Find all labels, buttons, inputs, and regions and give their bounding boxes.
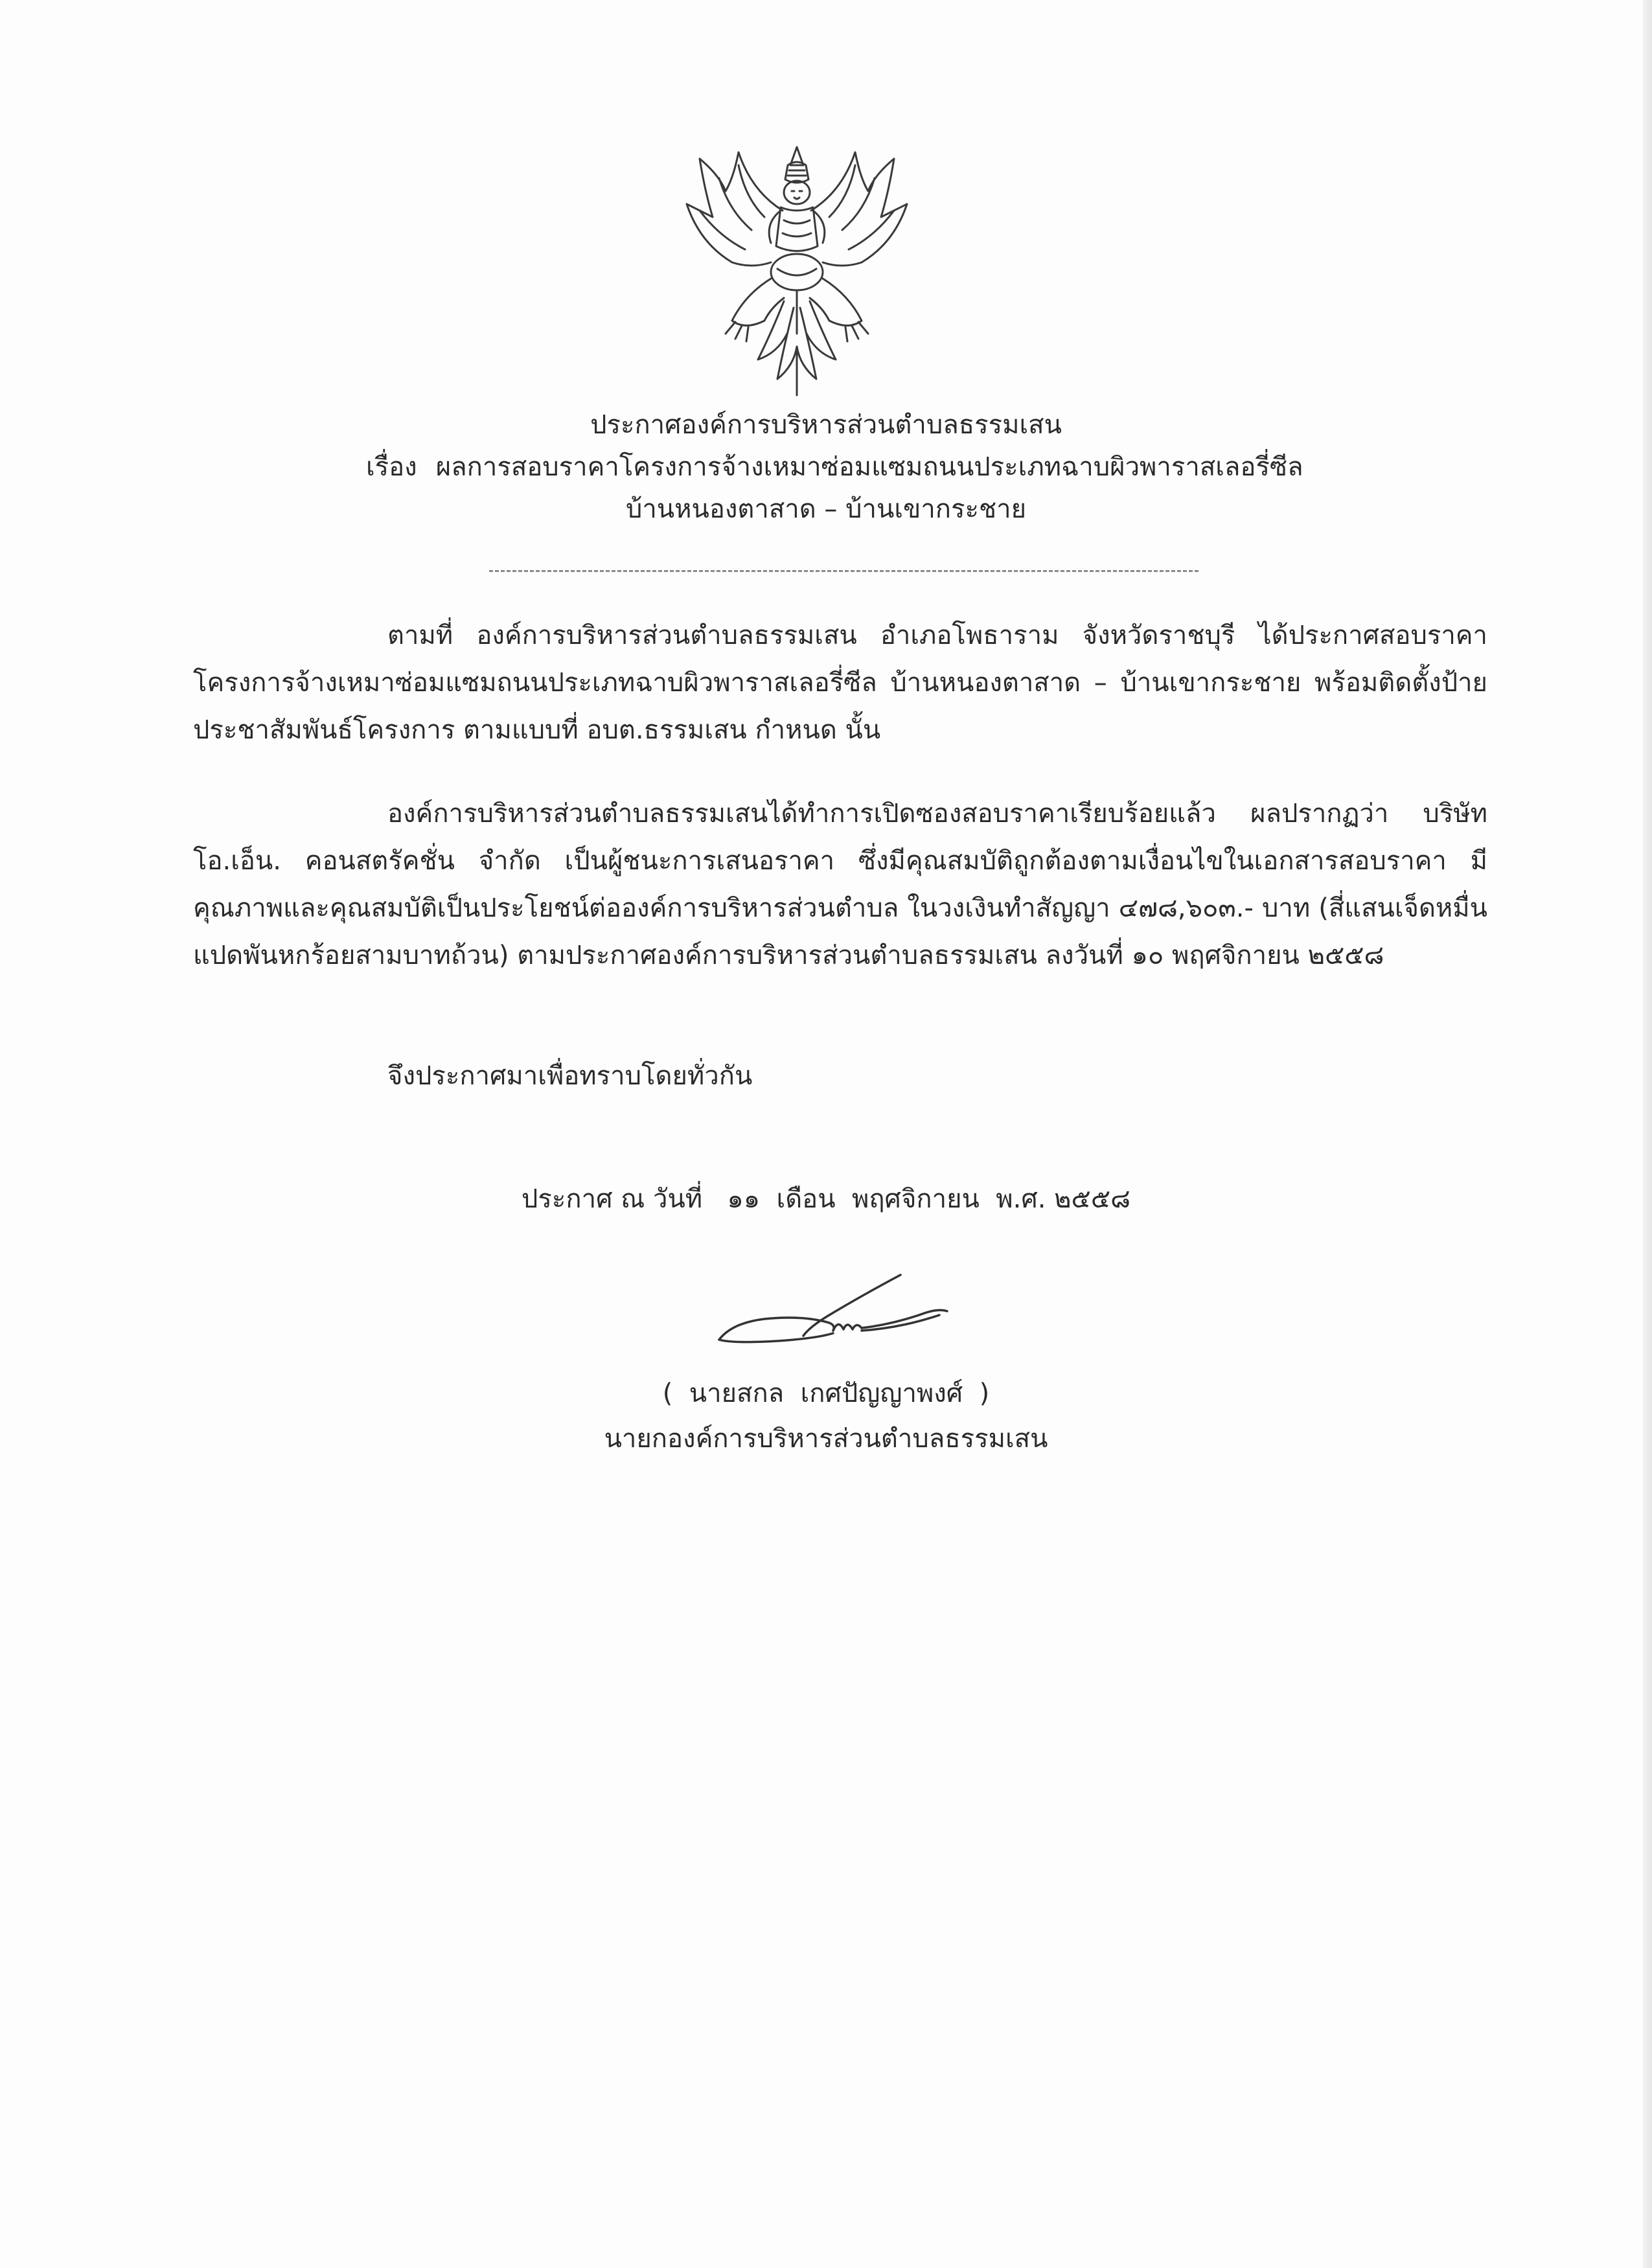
scan-edge (1643, 0, 1652, 2268)
subject-text: ผลการสอบราคาโครงการจ้างเหมาซ่อมแซมถนนประเภทฉาบผิวพาราสเลอรี่ซีล (435, 452, 1303, 482)
dashed-divider (489, 570, 1199, 572)
closing-statement: จึงประกาศมาเพื่อทราบโดยทั่วกัน (387, 1061, 753, 1091)
paragraph-result-text: องค์การบริหารส่วนตำบลธรรมเสนได้ทำการเปิดซองสอบราคาเรียบร้อยแล้ว ผลปรากฏว่า บริษัท โอ.เอ็น. คอนสตรัคชั่น จำกัด เป็นผู้ชนะการเสนอราคา ซึ่งมีคุณสมบัติถูกต้องตามเงื่อนไขในเอกสารสอบราคา มีคุณภาพและคุณสมบัติเป็นประโยชน์ต่อองค์การบริหารส่วนตำบล ในวงเงินทำสัญญา ๔๗๘,๖๐๓.- บาท (สี่แสนเจ็ดหมื่นแปดพันหกร้อยสามบาทถ้วน) ตามประกาศองค์การบริหารส่วนตำบลธรรมเสน ลงวันที่ ๑๐ พฤศจิกายน ๒๕๕๘ (193, 799, 1487, 970)
signer-position: นายกองค์การบริหารส่วนตำบลธรรมเสน (604, 1424, 1048, 1454)
announcement-date: ประกาศ ณ วันที่ ๑๑ เดือน พฤศจิกายน พ.ศ. ๒๕๕๘ (522, 1184, 1130, 1214)
garuda-emblem-icon (674, 139, 920, 398)
paragraph-announcement-text: ตามที่ องค์การบริหารส่วนตำบลธรรมเสน อำเภอโพธาราม จังหวัดราชบุรี ได้ประกาศสอบราคาโครงการจ้างเหมาซ่อมแซมถนนประเภทฉาบผิวพาราสเลอรี่ซีล บ้านหนองตาสาด – บ้านเขากระชาย พร้อมติดตั้งป้ายประชาสัมพันธ์โครงการ ตามแบบที่ อบต.ธรรมเสน กำหนด นั้น (193, 621, 1487, 745)
signer-name: ( นายสกล เกศปัญญาพงศ์ ) (662, 1379, 990, 1408)
handwritten-signature (706, 1263, 978, 1367)
subject-continuation: บ้านหนองตาสาด – บ้านเขากระชาย (625, 494, 1027, 524)
paragraph-announcement (193, 612, 1487, 754)
subject-line (366, 447, 1303, 487)
page-title: ประกาศองค์การบริหารส่วนตำบลธรรมเสน (590, 410, 1062, 440)
paragraph-result (193, 790, 1487, 979)
subject-label: เรื่อง (366, 452, 417, 482)
